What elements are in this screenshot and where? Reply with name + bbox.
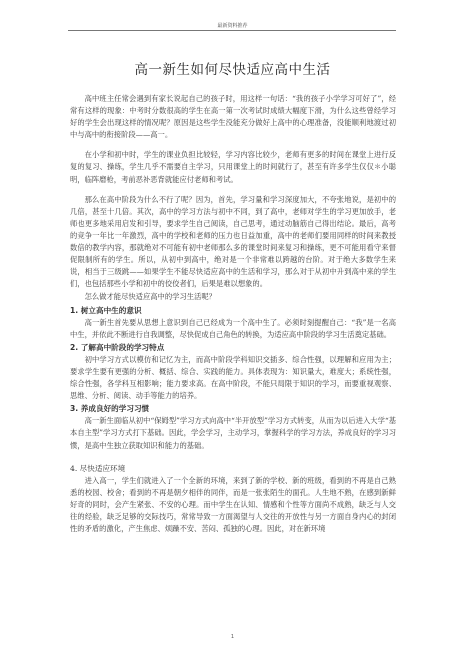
paragraph-primary-middle-school: 在小学和初中时，学生的课业负担比较轻，学习内容比较少，老师有更多的时间在课堂上进行反复的复习、操练，学生几乎不需要自主学习，只用课堂上的时间就行了，甚至有许多学生仅仅＊小聪明，临阵磨枪，考前恶补恶背就能应付老师和考试。 [70,150,396,184]
section-heading-4: 4. 尽快适应环境 [70,463,126,473]
paragraph-intro: 高中班主任常会遇到有家长说起自己的孩子时，用这样一句话：“我的孩子小学学习可好了”，经常有这样的现象：中考时分数很高的学生在高一第一次考试时成绩大幅度下滑，为什么这些曾经学习好的学生会出现这样的情况呢？原因是这些学生没能充分做好上高中的心理准备，没能顺利地渡过初中与高中的衔接阶段——高一。 [70,94,396,140]
section-heading-2: 2. 了解高中阶段的学习特点 [70,342,165,352]
paragraph-section-1: 高一新生首先要从思想上意识到自己已经成为一个高中生了。必须时刻提醒自己：“我”是一名高中生，并依此不断进行自我调整，尽快促成自己角色的转换，为适应高中阶段的学习生活奠定基础。 [70,317,396,339]
paragraph-section-2: 初中学习方式以模仿和记忆为主，而高中阶段学科知识交插多、综合性强，以理解和应用为主；要求学生要有更强的分析、概括、综合、实践的能力。具体表现为：知识量大，难度大；系统性强，综合性强，各学科互相影响；能力要求高。在高中阶段，不能只局限于知识的学习，而要重视观察、思维、分析、阅读、动手等能力的培养。 [70,354,396,401]
document-body [70,93,396,536]
paragraph-section-4: 进入高一，学生们就进入了一个全新的环境，来到了新的学校、新的班级，看到的不再是自己熟悉的校园、校舍；看到的不再是朝夕相伴的同伴，而是一张张陌生的面孔。人生地不熟，在感到新鲜好奇的同时，会产生紧张、不安的心理。而中学生在认知、情感和个性等方面尚不成熟，缺乏与人交往的经验，缺乏足够的交际技巧，常常导致一方面渴望与人交往的开放性与另一方面自身内心的封闭性的矛盾的激化，产生焦虑、烦躁不安、苦闷、孤独的心理。因此，对在新环境 [70,475,396,534]
header-label: 最新资料推荐 [217,23,248,29]
page-number: 1 [230,634,235,640]
section-gap [70,453,396,463]
section-heading-1: 1. 树立高中生的意识 [70,305,142,315]
paragraph-section-3: 高一新生面临从初中“保姆型”学习方式向高中“半开放型”学习方式转变，从而为以后进入大学“基本自主型”学习方式打下基础。因此，学会学习，主动学习，掌握科学的学习方法，养成良好的学习习惯，是高中生独立获取知识和能力的基础。 [70,416,396,450]
section-heading-3: 3. 养成良好的学习习惯 [70,404,150,414]
paragraph-high-school-difference: 那么在高中阶段为什么不行了呢？因为，首先，学习量和学习深度加大，不夸张地说，是初中的几倍，甚至十几倍。其次，高中的学习方法与初中不同，到了高中，老师对学生的学习更加放手，老师也更多地采用启发和引导，要求学生自己阅读，自己思考，通过动脑筋自己得出结论。最后，高考的竞争一年比一年激烈，高中的学校和老师的压力也日益加重，高中的老师们要用同样的时间来教授数倍的教学内容，那就绝对不可能有初中老师那么多的课堂时间来复习和操练，更不可能用看守来督促限制所有的学生。所以，从初中到高中，绝对是一个非常难以跨越的台阶。对于绝大多数学生来说，相当于三级跳——如果学生不能尽快适应高中的生活和学习，那么对于从初中升到高中来的学生们，也包括那些小学和初中的佼佼者们，后果是难以想象的。 [70,194,396,289]
header-divider [68,30,396,31]
paragraph-question: 怎么做才能尽快适应高中的学习生活呢？ [84,292,216,302]
document-title: 高一新生如何尽快适应高中生活 [134,62,331,78]
